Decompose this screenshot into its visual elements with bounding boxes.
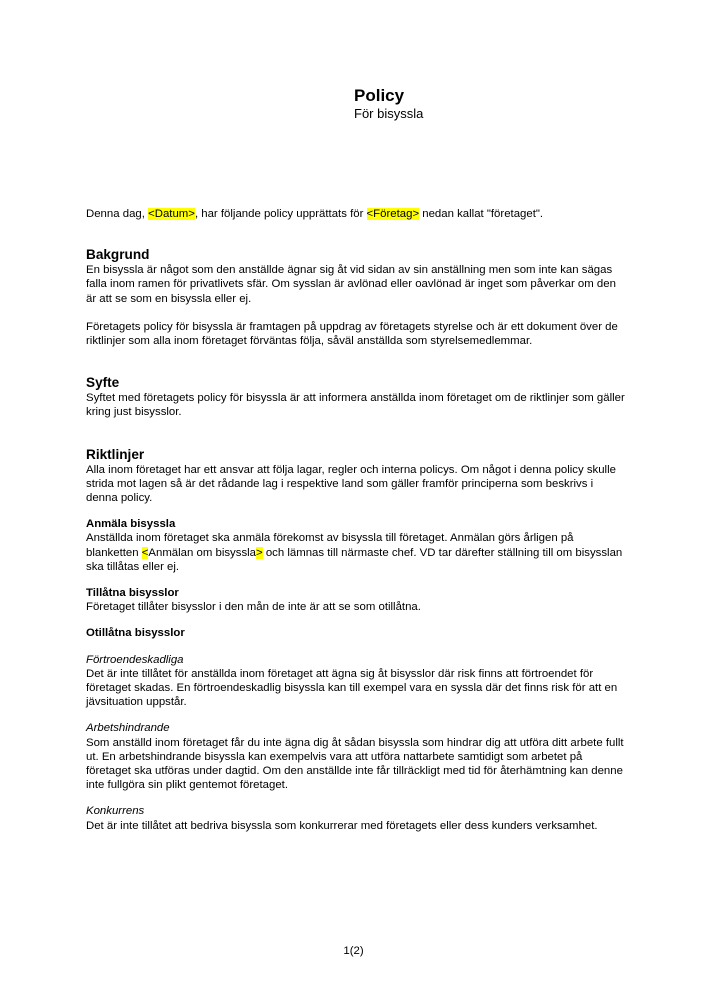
report-paragraph (86, 531, 626, 574)
date-placeholder: <Datum> (148, 208, 195, 220)
document-body (86, 207, 626, 833)
section-guidelines (86, 447, 626, 833)
purpose-paragraph: Syftet med företagets policy för bisyssla är att informera anställda inom företaget om de riktlinjer som gäller kring just bisysslor. (86, 392, 625, 419)
background-paragraph-1: En bisyssla är något som den anställde ägnar sig åt vid sidan av sin anställning men som inte kan sägas falla inom ramen för privatlivets sfär. Om sysslan är avlönad eller oavlönad är inget som påverkar om den är att se som en bisyssla eller ej. (86, 264, 616, 305)
guidelines-paragraph: Alla inom företaget har ett ansvar att följa lagar, regler och interna policys. Om något i denna policy skulle strida mot lagen så är det rådande lag i respektive land som gäller framför principerna som beskrivs i denna policy. (86, 463, 616, 505)
allowed-paragraph: Företaget tillåter bisysslor i den mån de inte är att se som otillåtna. (86, 601, 421, 614)
page-number: 1(2) (343, 945, 364, 957)
subsubheading-competition: Konkurrens (86, 805, 145, 818)
intro-text-2: , har följande policy upprättats för (194, 208, 367, 220)
subsubheading-work-hindering: Arbetshindrande (86, 722, 170, 735)
section-heading-background: Bakgrund (86, 247, 150, 263)
section-heading-guidelines: Riktlinjer (86, 446, 145, 462)
company-placeholder: <Företag> (366, 208, 420, 220)
document-title: Policy (354, 86, 405, 105)
document-subtitle: För bisyssla (354, 106, 424, 121)
intro-text-1: Denna dag, (86, 208, 149, 220)
section-purpose (86, 375, 626, 419)
subsubheading-trust-damaging: Förtroendeskadliga (86, 653, 184, 666)
intro-paragraph (86, 207, 626, 221)
section-background (86, 247, 626, 348)
background-paragraph-2: Företagets policy för bisyssla är framtagen på uppdrag av företagets styrelse och är ett dokument över de riktlinjer som alla inom företaget förväntas följa, såväl anställda som styrelsemedlemmar. (86, 320, 618, 348)
form-bracket-open: < (141, 546, 149, 559)
subheading-allowed: Tillåtna bisysslor (86, 587, 179, 600)
trust-damaging-paragraph: Det är inte tillåtet för anställda inom företaget att ägna sig åt bisysslor där risk finns att förtroendet för företaget skadas. En förtroendeskadlig bisyssla kan till exempel vara en syssla där det finns risk för att en jävsituation uppstår. (86, 667, 618, 709)
subheading-report-side-job: Anmäla bisyssla (86, 518, 176, 531)
report-text-2: och lämnas till närmaste chef. VD tar därefter ställning till om bisysslan ska tillåtas eller ej. (86, 546, 623, 573)
competition-paragraph: Det är inte tillåtet att bedriva bisyssla som konkurrerar med företagets eller dess kunders verksamhet. (86, 819, 598, 832)
work-hindering-paragraph: Som anställd inom företaget får du inte ägna dig åt sådan bisyssla som hindrar dig att utföra ditt arbete fullt ut. En arbetshindrande bisyssla kan exempelvis vara att utföra nattarbete samtidigt som arbetet på företaget ska utföras under dagtid. Om den anställde inte får tillräckligt med tid för återhämtning kan denne inte fullgöra sin plikt gentemot företaget. (86, 736, 624, 792)
subheading-forbidden: Otillåtna bisysslor (86, 627, 185, 640)
form-bracket-close: > (256, 546, 263, 559)
title-block (354, 86, 423, 122)
section-heading-purpose: Syfte (86, 375, 120, 391)
form-name-placeholder: Anmälan om bisyssla (148, 546, 257, 559)
report-text-1: Anställda inom företaget ska anmäla förekomst av bisyssla till företaget. Anmälan görs årligen på blanketten (86, 532, 574, 559)
intro-text-3: nedan kallat "företaget". (419, 208, 544, 220)
